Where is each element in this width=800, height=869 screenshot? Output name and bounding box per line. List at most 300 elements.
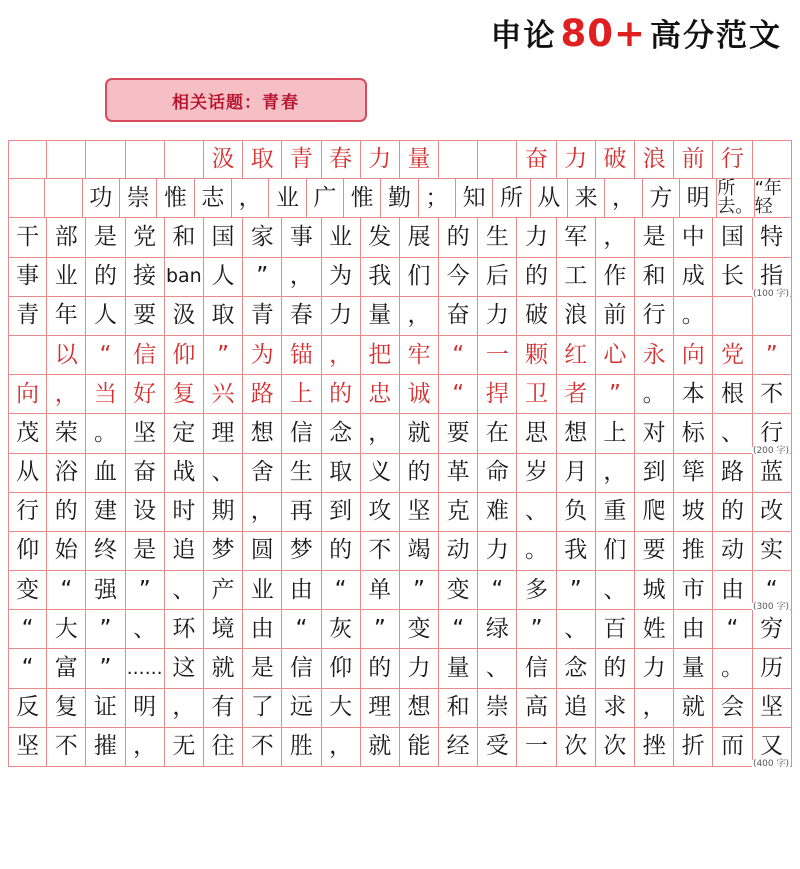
grid-cell: ， — [635, 689, 674, 728]
grid-row — [8, 649, 792, 688]
grid-cell: 、 — [713, 414, 752, 453]
grid-cell: 由 — [243, 610, 282, 649]
grid-cell: “ — [439, 336, 478, 375]
grid-cell: 年 — [47, 297, 86, 336]
grid-cell: 所去。 — [717, 178, 754, 218]
grid-cell: 证 — [86, 689, 125, 728]
grid-cell: ， — [322, 728, 361, 767]
grid-cell: 想 — [243, 414, 282, 453]
grid-cell: 力 — [557, 140, 596, 179]
grid-cell: 勤 — [381, 179, 418, 218]
grid-cell: 仰 — [165, 336, 204, 375]
grid-cell: 、 — [478, 649, 517, 688]
grid-cell: ； — [419, 179, 456, 218]
grid-cell: 不 — [361, 532, 400, 571]
grid-cell: 前 — [674, 140, 713, 179]
grid-cell: “ — [713, 610, 752, 649]
grid-cell: 终 — [86, 532, 125, 571]
grid-cell: 青 — [243, 297, 282, 336]
topic-tag — [105, 78, 367, 122]
grid-cell: 奋 — [126, 454, 165, 493]
grid-cell: 诚 — [400, 375, 439, 414]
grid-cell: 不 — [753, 375, 792, 414]
grid-cell: 锚 — [282, 336, 321, 375]
grid-cell: 爬 — [635, 493, 674, 532]
grid-cell: 追 — [165, 532, 204, 571]
grid-cell: 仰 — [322, 649, 361, 688]
grid-cell: 变 — [400, 610, 439, 649]
grid-cell: 部 — [47, 218, 86, 257]
grid-cell: 、 — [126, 610, 165, 649]
grid-cell: 方 — [643, 179, 680, 218]
grid-cell: 有 — [204, 689, 243, 728]
grid-cell: 的 — [439, 218, 478, 257]
grid-cell: 、 — [165, 571, 204, 610]
grid-row — [8, 689, 792, 728]
grid-row — [8, 258, 792, 297]
grid-cell: 向 — [674, 336, 713, 375]
grid-row — [8, 454, 792, 493]
grid-cell: 到 — [635, 454, 674, 493]
grid-cell: 来 — [568, 179, 605, 218]
grid-cell: 行 — [635, 297, 674, 336]
grid-cell: 是 — [243, 649, 282, 688]
grid-cell: 反 — [8, 689, 47, 728]
grid-cell: 追 — [557, 689, 596, 728]
grid-cell: 的 — [322, 532, 361, 571]
grid-cell: 后 — [478, 258, 517, 297]
grid-cell: 仰 — [8, 532, 47, 571]
grid-cell: 力 — [400, 649, 439, 688]
grid-cell: 能 — [400, 728, 439, 767]
grid-cell: 人 — [204, 258, 243, 297]
grid-cell — [478, 140, 517, 179]
grid-cell: 月 — [557, 454, 596, 493]
grid-cell: ， — [361, 414, 400, 453]
grid-cell: 汲 — [165, 297, 204, 336]
grid-cell: ” — [596, 375, 635, 414]
grid-cell: 动 — [439, 532, 478, 571]
grid-cell: 血 — [86, 454, 125, 493]
grid-cell: 城 — [635, 571, 674, 610]
grid-cell: 志 — [195, 179, 232, 218]
grid-cell: 这 — [165, 649, 204, 688]
grid-cell: 设 — [126, 493, 165, 532]
grid-cell: 坚 — [126, 414, 165, 453]
grid-cell: 坚 — [8, 728, 47, 767]
grid-cell: 坡 — [674, 493, 713, 532]
grid-cell — [8, 140, 47, 179]
grid-cell: 量 — [674, 649, 713, 688]
grid-cell: 信 — [282, 414, 321, 453]
grid-cell: 长 — [713, 258, 752, 297]
grid-cell: 奋 — [517, 140, 556, 179]
grid-cell: 定 — [165, 414, 204, 453]
grid-cell: 次 — [596, 728, 635, 767]
grid-cell: 业 — [269, 179, 306, 218]
grid-cell: 受 — [478, 728, 517, 767]
grid-cell: 由 — [674, 610, 713, 649]
grid-cell: 不 — [47, 728, 86, 767]
grid-cell: 量 — [439, 649, 478, 688]
grid-cell: 再 — [282, 493, 321, 532]
grid-cell: 要 — [126, 297, 165, 336]
grid-cell: 折 — [674, 728, 713, 767]
grid-cell: 取 — [322, 454, 361, 493]
grid-cell: 由 — [713, 571, 752, 610]
grid-cell: 接 — [126, 258, 165, 297]
grid-cell: “ — [8, 610, 47, 649]
grid-cell: 的 — [47, 493, 86, 532]
grid-cell — [165, 140, 204, 179]
grid-cell: 岁 — [517, 454, 556, 493]
grid-cell: 百 — [596, 610, 635, 649]
grid-cell: 舍 — [243, 454, 282, 493]
grid-cell: 明 — [680, 179, 717, 218]
grid-row — [8, 532, 792, 571]
grid-cell: 红 — [557, 336, 596, 375]
grid-cell: ， — [605, 179, 642, 218]
grid-cell: 行 — [753, 414, 792, 453]
grid-cell: 、 — [204, 454, 243, 493]
grid-cell: 是 — [635, 218, 674, 257]
grid-cell: 挫 — [635, 728, 674, 767]
grid-cell: 无 — [165, 728, 204, 767]
grid-cell: 的 — [596, 649, 635, 688]
grid-cell: 多 — [517, 571, 556, 610]
grid-cell: 信 — [126, 336, 165, 375]
grid-cell: 我 — [361, 258, 400, 297]
grid-cell: 就 — [204, 649, 243, 688]
grid-cell: 中 — [674, 218, 713, 257]
grid-cell: 单 — [361, 571, 400, 610]
grid-cell: 生 — [478, 218, 517, 257]
grid-cell: 梦 — [204, 532, 243, 571]
grid-cell: 捍 — [478, 375, 517, 414]
grid-cell: 荣 — [47, 414, 86, 453]
grid-row — [8, 140, 792, 179]
grid-cell: 力 — [478, 297, 517, 336]
grid-cell: 坚 — [400, 493, 439, 532]
grid-cell: ” — [361, 610, 400, 649]
grid-cell: 。 — [86, 414, 125, 453]
grid-cell: 广 — [307, 179, 344, 218]
grid-cell: 革 — [439, 454, 478, 493]
grid-cell: 义 — [361, 454, 400, 493]
grid-cell: 今 — [439, 258, 478, 297]
grid-cell: 从 — [8, 454, 47, 493]
grid-cell: 以 — [47, 336, 86, 375]
grid-cell: ” — [517, 610, 556, 649]
grid-cell: 强 — [86, 571, 125, 610]
grid-cell: 浪 — [635, 140, 674, 179]
grid-cell: 崇 — [478, 689, 517, 728]
grid-cell: 推 — [674, 532, 713, 571]
grid-cell: 经 — [439, 728, 478, 767]
grid-cell: ， — [322, 336, 361, 375]
grid-cell: 的 — [517, 258, 556, 297]
grid-cell: 上 — [282, 375, 321, 414]
grid-row — [8, 179, 792, 218]
grid-cell: 蓝 — [753, 454, 792, 493]
grid-cell: 我 — [557, 532, 596, 571]
grid-cell: 次 — [557, 728, 596, 767]
grid-cell: 力 — [322, 297, 361, 336]
grid-row — [8, 375, 792, 414]
grid-cell: 筚 — [674, 454, 713, 493]
grid-cell: 市 — [674, 571, 713, 610]
grid-cell: 业 — [47, 258, 86, 297]
grid-cell: 变 — [8, 571, 47, 610]
grid-cell: 的 — [713, 493, 752, 532]
grid-cell: 战 — [165, 454, 204, 493]
grid-cell: ， — [47, 375, 86, 414]
grid-cell: “ — [753, 571, 792, 610]
grid-cell: 又 — [753, 728, 792, 767]
grid-cell: 胜 — [282, 728, 321, 767]
grid-cell: 环 — [165, 610, 204, 649]
grid-cell: 竭 — [400, 532, 439, 571]
grid-cell: ， — [596, 218, 635, 257]
grid-cell — [86, 140, 125, 179]
grid-cell: ” — [204, 336, 243, 375]
grid-cell: 量 — [400, 140, 439, 179]
grid-cell: 、 — [557, 610, 596, 649]
char-count-marker: (100 字) — [752, 288, 789, 299]
grid-cell: 行 — [8, 493, 47, 532]
grid-cell: 和 — [165, 218, 204, 257]
grid-cell: 为 — [322, 258, 361, 297]
grid-cell: “ — [439, 610, 478, 649]
grid-cell: 念 — [557, 649, 596, 688]
grid-cell: 为 — [243, 336, 282, 375]
grid-row — [8, 218, 792, 257]
grid-cell: 向 — [8, 375, 47, 414]
grid-cell: 负 — [557, 493, 596, 532]
grid-cell: 动 — [713, 532, 752, 571]
grid-cell: 境 — [204, 610, 243, 649]
grid-cell: 大 — [47, 610, 86, 649]
grid-cell: 改 — [753, 493, 792, 532]
grid-cell — [126, 140, 165, 179]
grid-cell: 展 — [400, 218, 439, 257]
grid-cell — [8, 179, 45, 218]
grid-cell: 复 — [165, 375, 204, 414]
grid-cell: 崇 — [120, 179, 157, 218]
grid-cell: “ — [322, 571, 361, 610]
grid-cell: 和 — [439, 689, 478, 728]
grid-cell: 信 — [282, 649, 321, 688]
grid-cell: 事 — [8, 258, 47, 297]
grid-cell: 在 — [478, 414, 517, 453]
grid-cell: 命 — [478, 454, 517, 493]
grid-cell: 惟 — [344, 179, 381, 218]
grid-cell: 力 — [361, 140, 400, 179]
grid-cell: 是 — [86, 218, 125, 257]
grid-cell: 想 — [557, 414, 596, 453]
grid-cell: 要 — [439, 414, 478, 453]
grid-cell: 绿 — [478, 610, 517, 649]
grid-cell: ” — [126, 571, 165, 610]
grid-cell: 。 — [635, 375, 674, 414]
grid-cell: 破 — [517, 297, 556, 336]
grid-cell: ” — [86, 610, 125, 649]
grid-cell: 坚 — [753, 689, 792, 728]
grid-cell: 业 — [322, 218, 361, 257]
grid-cell: 生 — [282, 454, 321, 493]
grid-cell: 知 — [456, 179, 493, 218]
grid-cell: 成 — [674, 258, 713, 297]
grid-row — [8, 610, 792, 649]
topic-label: 相关话题： — [172, 92, 262, 113]
grid-cell: 思 — [517, 414, 556, 453]
grid-row — [8, 493, 792, 532]
char-count-marker: (300 字) — [752, 602, 789, 613]
grid-cell: 产 — [204, 571, 243, 610]
grid-cell: 工 — [557, 258, 596, 297]
grid-cell: 功 — [83, 179, 120, 218]
grid-cell: 大 — [322, 689, 361, 728]
grid-cell: ban — [165, 258, 204, 297]
grid-cell: 心 — [596, 336, 635, 375]
grid-cell: 本 — [674, 375, 713, 414]
grid-cell: 者 — [557, 375, 596, 414]
grid-row — [8, 336, 792, 375]
grid-cell: ” — [557, 571, 596, 610]
page-header — [491, 10, 783, 55]
grid-cell — [439, 140, 478, 179]
grid-cell: “ — [8, 649, 47, 688]
grid-cell: 汲 — [204, 140, 243, 179]
grid-cell: 而 — [713, 728, 752, 767]
grid-cell: 理 — [361, 689, 400, 728]
grid-cell: 忠 — [361, 375, 400, 414]
grid-cell: 特 — [753, 218, 792, 257]
grid-cell: 克 — [439, 493, 478, 532]
grid-cell: 事 — [282, 218, 321, 257]
grid-cell: 茂 — [8, 414, 47, 453]
grid-cell: ， — [243, 493, 282, 532]
grid-cell: ， — [596, 454, 635, 493]
grid-cell: 标 — [674, 414, 713, 453]
grid-cell: 圆 — [243, 532, 282, 571]
grid-cell: 。 — [713, 649, 752, 688]
grid-cell: 时 — [165, 493, 204, 532]
grid-cell: 行 — [713, 140, 752, 179]
grid-cell: 穷 — [753, 610, 792, 649]
grid-cell — [753, 140, 792, 179]
grid-cell: 建 — [86, 493, 125, 532]
grid-cell: 们 — [400, 258, 439, 297]
grid-cell: 路 — [243, 375, 282, 414]
grid-cell: 远 — [282, 689, 321, 728]
grid-cell: 人 — [86, 297, 125, 336]
grid-cell: “ — [86, 336, 125, 375]
grid-cell: 到 — [322, 493, 361, 532]
grid-cell: 春 — [282, 297, 321, 336]
topic-value: 青春 — [262, 92, 300, 113]
grid-cell: ” — [400, 571, 439, 610]
grid-cell: 当 — [86, 375, 125, 414]
grid-cell: 实 — [753, 532, 792, 571]
grid-cell: 攻 — [361, 493, 400, 532]
header-title-part2: 高分范文 — [650, 18, 782, 54]
grid-cell: 党 — [126, 218, 165, 257]
grid-cell: 灰 — [322, 610, 361, 649]
grid-cell: 了 — [243, 689, 282, 728]
grid-cell: 就 — [674, 689, 713, 728]
grid-cell: 前 — [596, 297, 635, 336]
grid-cell: 就 — [361, 728, 400, 767]
grid-cell: 对 — [635, 414, 674, 453]
grid-cell: ， — [165, 689, 204, 728]
grid-cell: 力 — [478, 532, 517, 571]
grid-cell: 不 — [243, 728, 282, 767]
grid-cell: 历 — [753, 649, 792, 688]
grid-cell: 的 — [361, 649, 400, 688]
grid-cell: 干 — [8, 218, 47, 257]
grid-cell: 好 — [126, 375, 165, 414]
grid-cell: 奋 — [439, 297, 478, 336]
grid-cell: 往 — [204, 728, 243, 767]
grid-cell: 取 — [204, 297, 243, 336]
grid-cell: 青 — [282, 140, 321, 179]
grid-cell — [713, 297, 752, 336]
grid-cell: 浪 — [557, 297, 596, 336]
grid-cell: 路 — [713, 454, 752, 493]
grid-cell: 家 — [243, 218, 282, 257]
grid-cell: 春 — [322, 140, 361, 179]
grid-cell: 一 — [517, 728, 556, 767]
grid-cell: “ — [439, 375, 478, 414]
grid-cell: 念 — [322, 414, 361, 453]
grid-cell: 把 — [361, 336, 400, 375]
grid-cell: 所 — [493, 179, 530, 218]
grid-cell: ” — [86, 649, 125, 688]
grid-cell: 理 — [204, 414, 243, 453]
grid-cell: 的 — [86, 258, 125, 297]
header-title-highlight: 80+ — [560, 12, 646, 55]
grid-cell: 业 — [243, 571, 282, 610]
grid-cell: 和 — [635, 258, 674, 297]
grid-cell: 上 — [596, 414, 635, 453]
grid-cell: “年轻 — [755, 179, 792, 218]
grid-cell: 的 — [322, 375, 361, 414]
char-count-marker: (200 字) — [752, 445, 789, 456]
grid-cell — [47, 140, 86, 179]
grid-cell: 的 — [400, 454, 439, 493]
manuscript-grid-sheet — [8, 140, 792, 767]
grid-cell: 从 — [531, 179, 568, 218]
grid-cell: 是 — [126, 532, 165, 571]
grid-cell: 永 — [635, 336, 674, 375]
grid-cell: 军 — [557, 218, 596, 257]
grid-cell: 们 — [596, 532, 635, 571]
grid-cell: 摧 — [86, 728, 125, 767]
grid-cell: 党 — [713, 336, 752, 375]
grid-cell: 明 — [126, 689, 165, 728]
grid-cell: 会 — [713, 689, 752, 728]
grid-cell: 富 — [47, 649, 86, 688]
grid-cell — [753, 297, 792, 336]
grid-cell: 破 — [596, 140, 635, 179]
grid-cell: 一 — [478, 336, 517, 375]
grid-row — [8, 297, 792, 336]
grid-row — [8, 571, 792, 613]
grid-cell: ， — [282, 258, 321, 297]
char-count-marker: (400 字) — [752, 759, 789, 769]
grid-cell: 国 — [713, 218, 752, 257]
